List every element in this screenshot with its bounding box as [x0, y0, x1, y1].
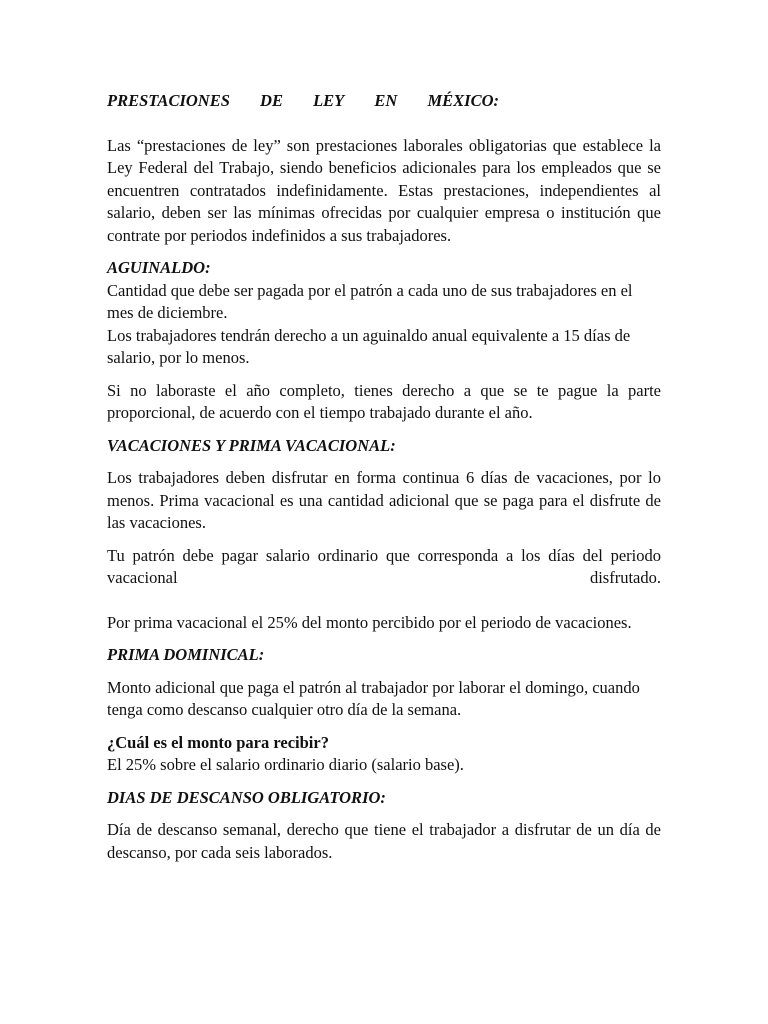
title-word: MÉXICO:	[427, 91, 499, 110]
title-word: EN	[374, 91, 398, 110]
title-word: LEY	[313, 91, 345, 110]
section-heading-aguinaldo: AGUINALDO:	[107, 258, 211, 277]
section-heading-vacaciones: VACACIONES Y PRIMA VACACIONAL:	[107, 435, 396, 455]
aguinaldo-paragraph-2: Los trabajadores tendrán derecho a un aguinaldo anual equivalente a 15 días de salario, por lo menos.	[107, 325, 631, 367]
vacaciones-paragraph-1: Los trabajadores deben disfrutar en forma continua 6 días de vacaciones, por lo menos. Prima vacacional es una cantidad adicional que se paga para el disfrute de las vacaciones.	[107, 468, 661, 532]
vacaciones-paragraph-3: Por prima vacacional el 25% del monto percibido por el periodo de vacaciones.	[107, 612, 632, 632]
dominical-answer: El 25% sobre el salario ordinario diario (salario base).	[107, 755, 464, 774]
dominical-paragraph-1: Monto adicional que paga el patrón al trabajador por laborar el domingo, cuando tenga como descanso cualquier otro día de la semana.	[107, 677, 640, 719]
document-page	[107, 90, 661, 864]
aguinaldo-paragraph-3: Si no laboraste el año completo, tienes derecho a que se te pague la parte proporcional, de acuerdo con el tiempo trabajado durante el año.	[107, 380, 661, 422]
title-word: DE	[260, 91, 283, 110]
section-heading-descanso: DIAS DE DESCANSO OBLIGATORIO:	[107, 787, 386, 807]
vacaciones-paragraph-2: Tu patrón debe pagar salario ordinario que corresponda a los días del periodo vacacional disfrutado.	[107, 545, 661, 587]
descanso-paragraph-1: Día de descanso semanal, derecho que tiene el trabajador a disfrutar de un día de descanso, por cada seis laborados.	[107, 820, 661, 862]
title-word: PRESTACIONES	[107, 91, 230, 110]
aguinaldo-paragraph-1: Cantidad que debe ser pagada por el patrón a cada uno de sus trabajadores en el mes de diciembre.	[107, 280, 633, 322]
intro-paragraph: Las “prestaciones de ley” son prestaciones laborales obligatorias que establece la Ley Federal del Trabajo, siendo beneficios adicionales para los empleados que se encuentren contratados indefinidamente. Estas prestaciones, independientes al salario, deben ser las mínimas ofrecidas por cualquier empresa o institución que contrate por periodos indefinidos a sus trabajadores.	[107, 135, 661, 245]
section-heading-prima-dominical: PRIMA DOMINICAL:	[107, 645, 265, 664]
dominical-question: ¿Cuál es el monto para recibir?	[107, 732, 329, 752]
document-title	[107, 90, 499, 113]
